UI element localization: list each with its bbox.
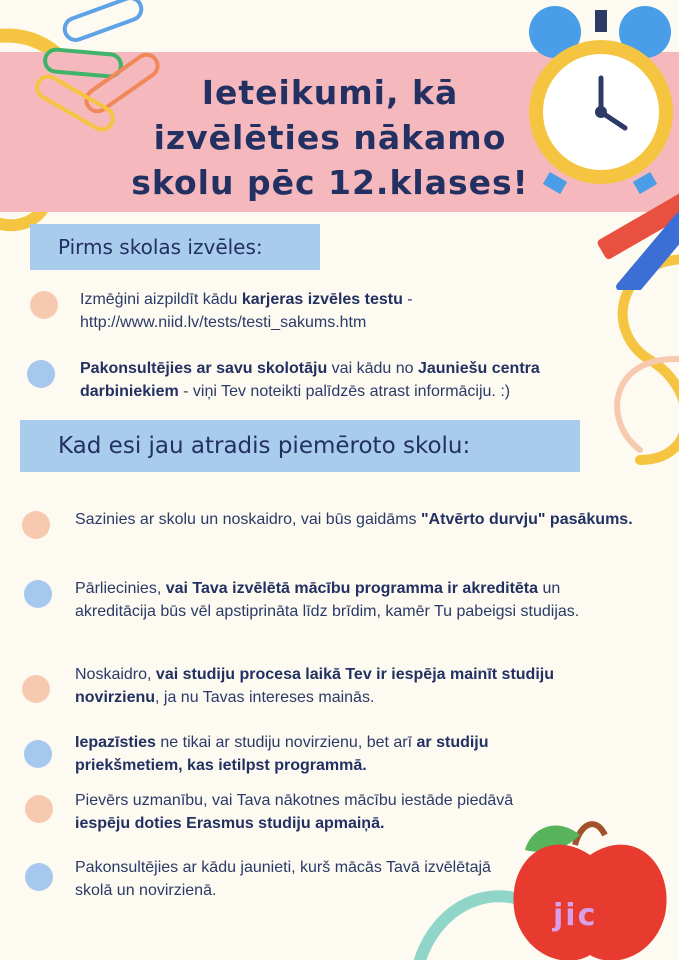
bullet-dot [25,863,53,891]
item-bold-text: vai studiju procesa laikā Tev ir iespēja mainīt studiju novirzienu [75,666,554,706]
bullet-dot [27,360,55,388]
item-bold-text: Jauniešu centra darbiniekiem [80,360,540,400]
test-link[interactable]: http://www.niid.lv/tests/testi_sakums.htm [80,314,367,331]
item-bold-text: Iepazīsties [75,734,156,751]
bullet-dot [24,740,52,768]
bullet-dot [25,795,53,823]
bullet-dot [22,675,50,703]
list-item [75,577,635,623]
list-item [80,357,600,403]
list-item [75,663,575,709]
item-bold-text: vai Tava izvēlētā mācību programma ir akreditēta [165,580,539,597]
item-bold-text: karjeras izvēles testu [241,291,403,308]
section-heading-after-choice: Kad esi jau atradis piemēroto skolu: [20,420,580,472]
item-bold-text: "Atvērto durvju" pasākums. [420,511,633,528]
section-heading-before-choice: Pirms skolas izvēles: [30,224,320,270]
list-item [75,856,495,902]
item-text: Pievērs uzmanību, vai Tava nākotnes mācību iestāde piedāvā [75,792,514,809]
item-text: , ja nu Tavas intereses mainās. [155,689,375,706]
item-bold-text: iespēju doties Erasmus studiju apmaiņā. [75,815,385,832]
alarm-clock-icon [515,0,679,200]
list-item [75,508,635,531]
bullet-dot [30,291,58,319]
apple-icon [505,805,679,960]
list-item [80,288,500,334]
item-text: ne tikai ar studiju novirzienu, bet arī [155,734,417,751]
list-item [75,731,575,777]
bullet-dot [24,580,52,608]
list-item [75,789,525,835]
item-text: - [402,291,413,308]
item-text: - viņi Tev noteikti palīdzēs atrast informāciju. :) [178,383,511,400]
item-text: un akreditācija būs vēl apstiprināta līdz brīdim, kamēr Tu pabeigsi studijas. [75,580,580,620]
item-text: vai kādu no [327,360,418,377]
logo: jic [553,898,598,933]
item-text: Sazinies ar skolu un noskaidro, vai būs gaidāms [75,511,421,528]
page-title: Ieteikumi, kā izvēlēties nākamo skolu pēc 12.klases! [131,73,529,202]
item-text: Pakonsultējies ar kādu jaunieti, kurš mācās Tavā izvēlētajā skolā un novirzienā. [75,859,491,899]
bullet-dot [22,511,50,539]
item-text: Izmēģini aizpildīt kādu [80,291,242,308]
item-bold-text: Pakonsultējies ar savu skolotāju [80,360,328,377]
item-text: Pārliecinies, [75,580,166,597]
paper-clips-icon [25,0,175,140]
item-bold-text: ar studiju priekšmetiem, kas ietilpst programmā. [75,734,489,774]
item-text: Noskaidro, [75,666,156,683]
crayons-icon [585,175,679,290]
